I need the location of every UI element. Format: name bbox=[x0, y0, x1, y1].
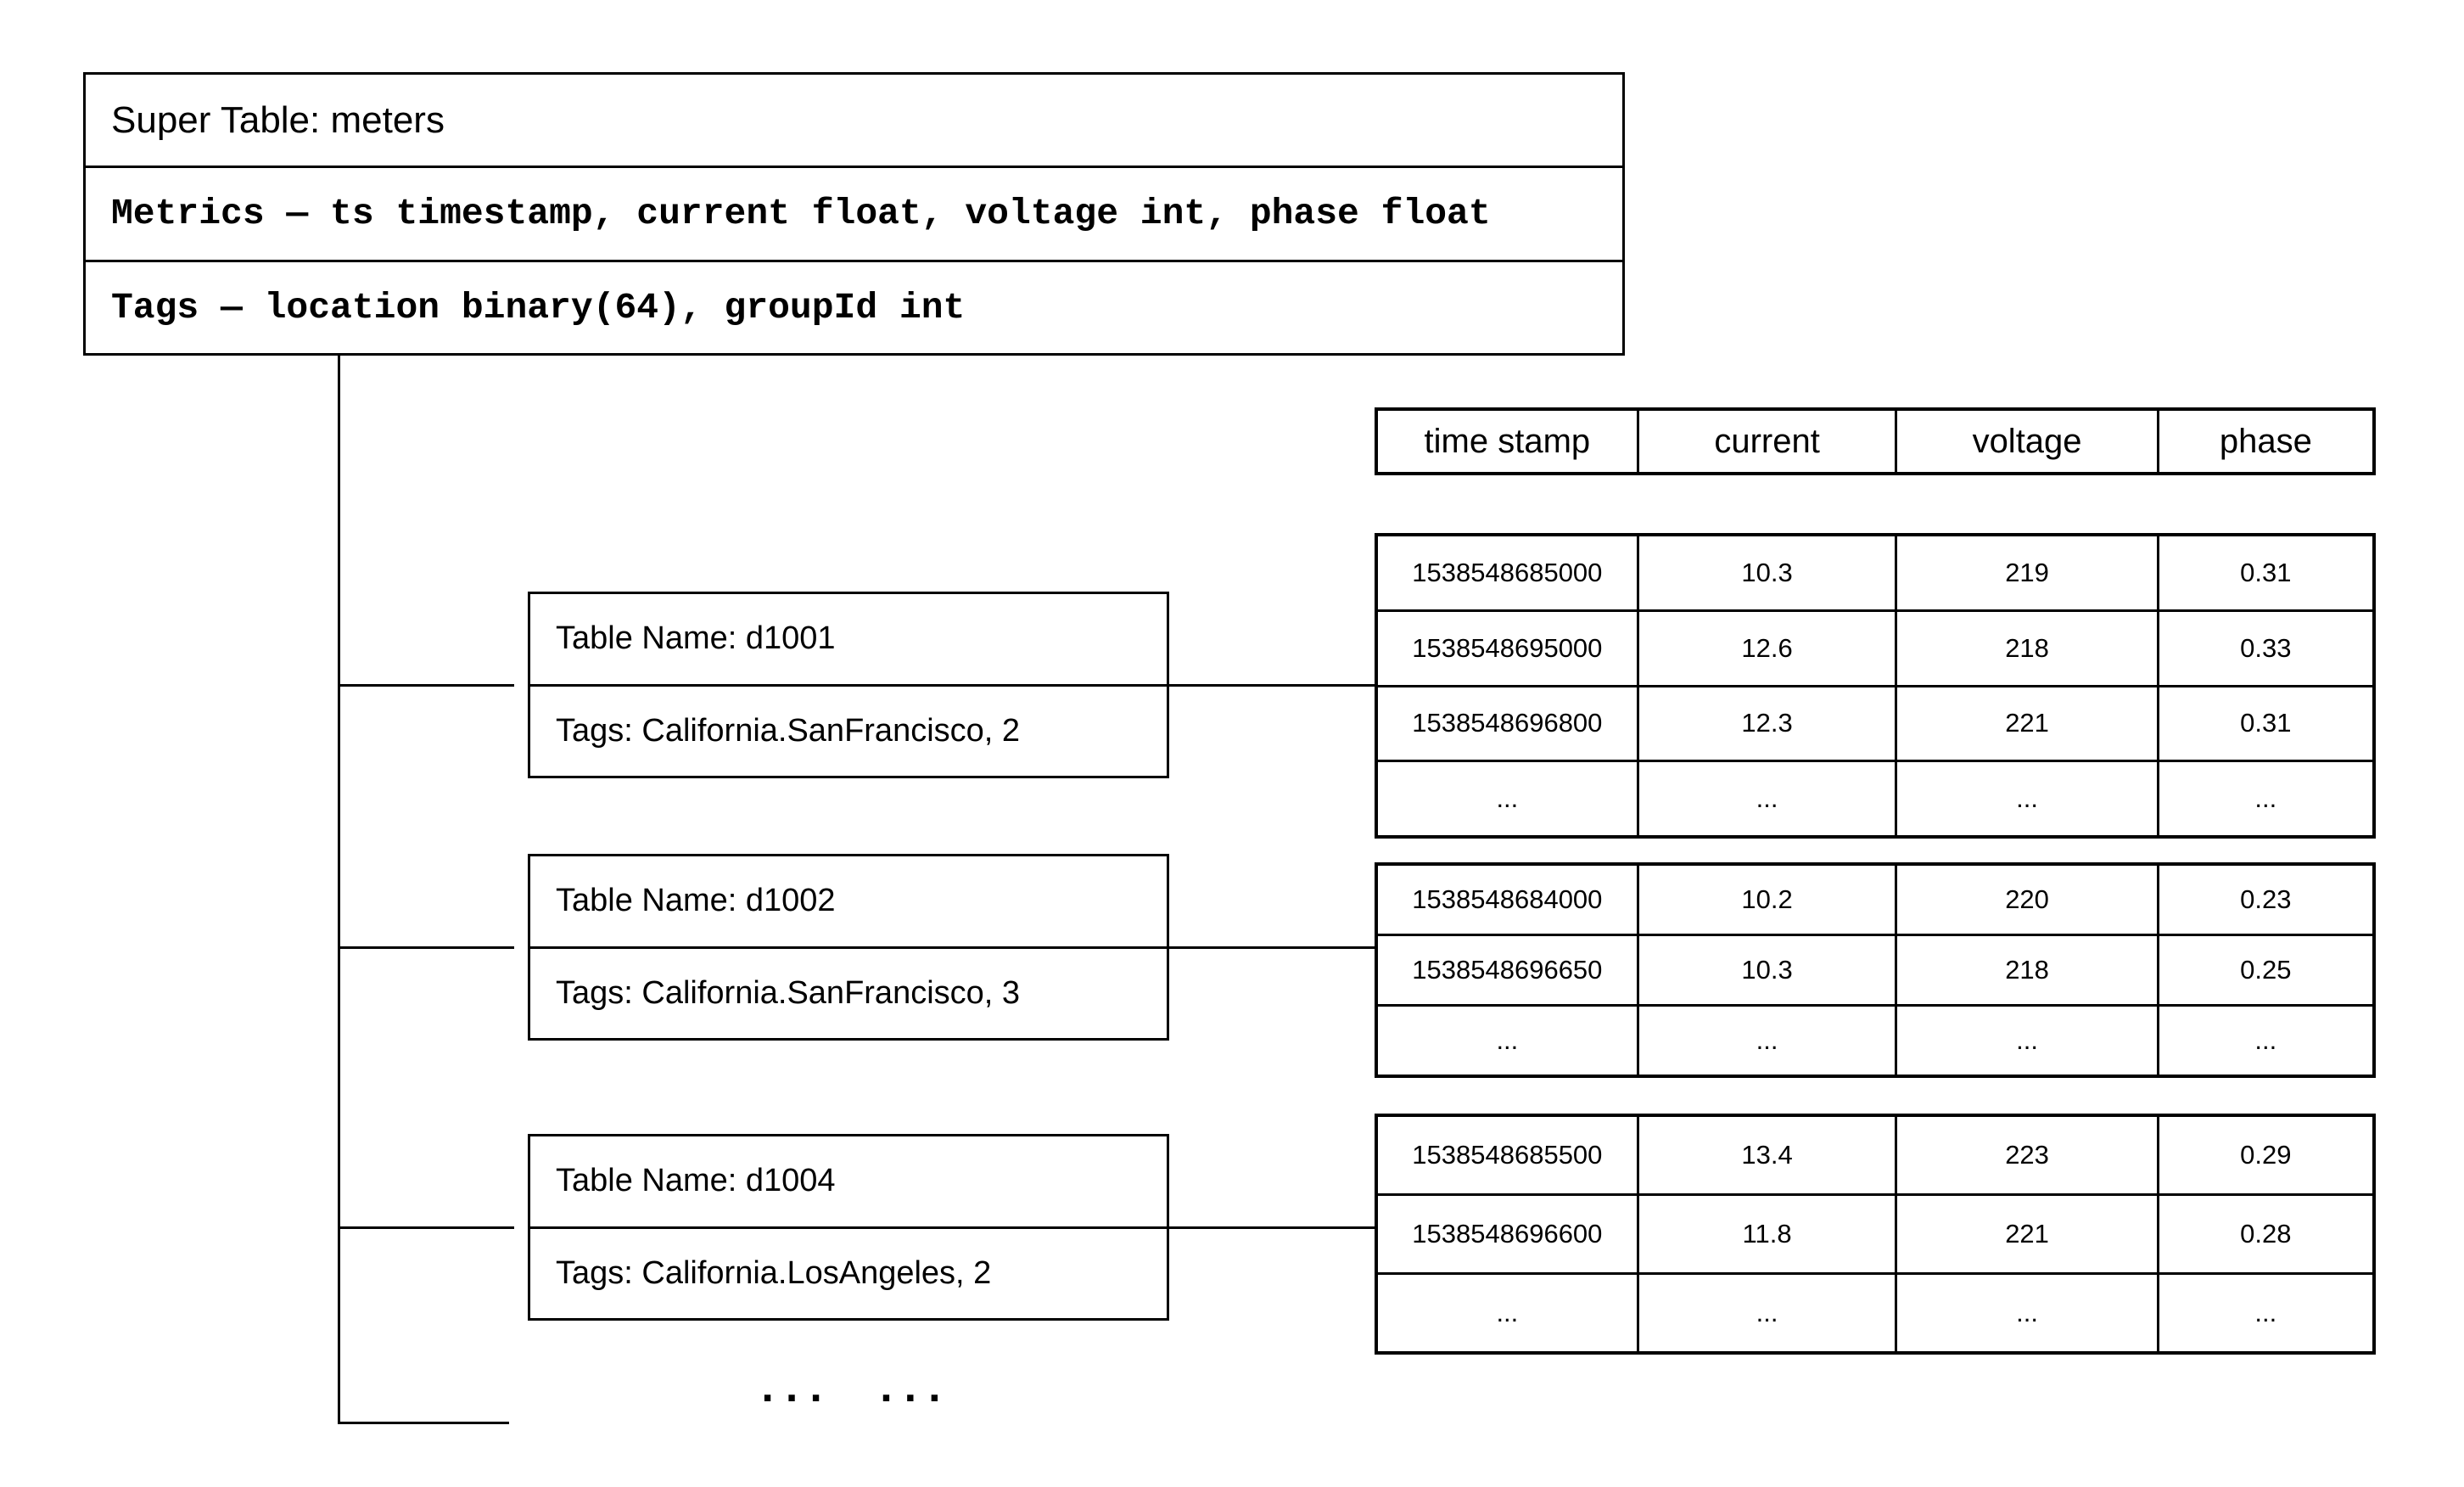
cell-voltage: 223 bbox=[1895, 1117, 2156, 1193]
table-row bbox=[1378, 934, 2372, 1004]
cell-current: 13.4 bbox=[1637, 1117, 1896, 1193]
header-voltage: voltage bbox=[1895, 411, 2156, 472]
cell-voltage: ... bbox=[1895, 1275, 2156, 1351]
subtable-box-d1002 bbox=[528, 854, 1169, 1041]
branch-line-2 bbox=[339, 946, 514, 949]
cell-time-stamp: ... bbox=[1496, 1025, 1519, 1055]
cell-voltage: 221 bbox=[1895, 687, 2156, 760]
cell-time-stamp: 1538548696800 bbox=[1412, 708, 1603, 738]
table-row bbox=[1378, 866, 2372, 934]
cell-voltage: ... bbox=[1895, 1007, 2156, 1075]
trunk-line bbox=[338, 356, 340, 1424]
cell-time-stamp: 1538548696600 bbox=[1412, 1219, 1603, 1249]
column-header-table bbox=[1375, 407, 2376, 475]
table-row-ellipsis bbox=[1378, 1004, 2372, 1075]
cell-phase: 0.25 bbox=[2157, 936, 2372, 1004]
data-table-d1001 bbox=[1375, 533, 2376, 839]
subtable-name: Table Name: d1004 bbox=[556, 1163, 836, 1199]
cell-time-stamp: 1538548696650 bbox=[1412, 955, 1603, 985]
cell-time-stamp: 1538548684000 bbox=[1412, 884, 1603, 914]
cell-phase: 0.28 bbox=[2157, 1196, 2372, 1272]
cell-voltage: 219 bbox=[1895, 536, 2156, 609]
cell-phase: ... bbox=[2157, 1275, 2372, 1351]
super-table-metrics: Metrics — ts timestamp, current float, voltage int, phase float bbox=[86, 166, 1622, 259]
cell-time-stamp: 1538548695000 bbox=[1412, 632, 1603, 663]
cell-current: ... bbox=[1637, 1275, 1896, 1351]
cell-current: 12.3 bbox=[1637, 687, 1896, 760]
cell-phase: 0.29 bbox=[2157, 1117, 2372, 1193]
cell-current: 12.6 bbox=[1637, 612, 1896, 685]
super-table-title: Super Table: meters bbox=[111, 98, 445, 141]
table-row bbox=[1378, 685, 2372, 760]
cell-voltage: 218 bbox=[1895, 936, 2156, 1004]
cell-current: 11.8 bbox=[1637, 1196, 1896, 1272]
data-table-d1002 bbox=[1375, 862, 2376, 1078]
subtable-tags: Tags: California.SanFrancisco, 2 bbox=[530, 684, 1167, 777]
table-row bbox=[1378, 1193, 2372, 1272]
cell-current: 10.3 bbox=[1637, 536, 1896, 609]
cell-voltage: 221 bbox=[1895, 1196, 2156, 1272]
super-table-box bbox=[83, 72, 1625, 356]
cell-phase: ... bbox=[2157, 762, 2372, 835]
table-row bbox=[1378, 1117, 2372, 1193]
header-current: current bbox=[1637, 411, 1896, 472]
cell-phase: 0.33 bbox=[2157, 612, 2372, 685]
connector-line-2 bbox=[1169, 946, 1375, 949]
subtable-box-d1001 bbox=[528, 592, 1169, 778]
super-table-tags: Tags — location binary(64), groupId int bbox=[86, 260, 1622, 353]
table-row bbox=[1378, 609, 2372, 685]
cell-phase: 0.31 bbox=[2157, 536, 2372, 609]
cell-phase: 0.23 bbox=[2157, 866, 2372, 934]
header-row bbox=[1378, 411, 2372, 472]
subtable-tags: Tags: California.LosAngeles, 2 bbox=[530, 1226, 1167, 1319]
subtable-name: Table Name: d1001 bbox=[556, 620, 836, 657]
cell-current: ... bbox=[1637, 1007, 1896, 1075]
cell-current: 10.3 bbox=[1637, 936, 1896, 1004]
cell-voltage: 220 bbox=[1895, 866, 2156, 934]
cell-voltage: 218 bbox=[1895, 612, 2156, 685]
cell-time-stamp: ... bbox=[1496, 783, 1519, 814]
table-row-ellipsis bbox=[1378, 760, 2372, 835]
table-row-ellipsis bbox=[1378, 1272, 2372, 1351]
subtable-name: Table Name: d1002 bbox=[556, 883, 836, 919]
cell-time-stamp: 1538548685000 bbox=[1412, 557, 1603, 587]
cell-current: ... bbox=[1637, 762, 1896, 835]
cell-current: 10.2 bbox=[1637, 866, 1896, 934]
branch-line-3 bbox=[339, 1226, 514, 1229]
branch-line-1 bbox=[339, 684, 514, 687]
branch-line-more bbox=[339, 1422, 509, 1424]
data-table-d1004 bbox=[1375, 1114, 2376, 1355]
cell-time-stamp: ... bbox=[1496, 1298, 1519, 1327]
subtable-box-d1004 bbox=[528, 1134, 1169, 1321]
table-row bbox=[1378, 536, 2372, 609]
header-time-stamp: time stamp bbox=[1424, 422, 1591, 460]
cell-voltage: ... bbox=[1895, 762, 2156, 835]
header-phase: phase bbox=[2157, 411, 2372, 472]
cell-phase: ... bbox=[2157, 1007, 2372, 1075]
connector-line-3 bbox=[1169, 1226, 1375, 1229]
subtable-tags: Tags: California.SanFrancisco, 3 bbox=[530, 946, 1167, 1039]
connector-line-1 bbox=[1169, 684, 1375, 687]
more-tables-indicator: ... ... bbox=[761, 1362, 953, 1411]
cell-phase: 0.31 bbox=[2157, 687, 2372, 760]
cell-time-stamp: 1538548685500 bbox=[1412, 1140, 1603, 1170]
